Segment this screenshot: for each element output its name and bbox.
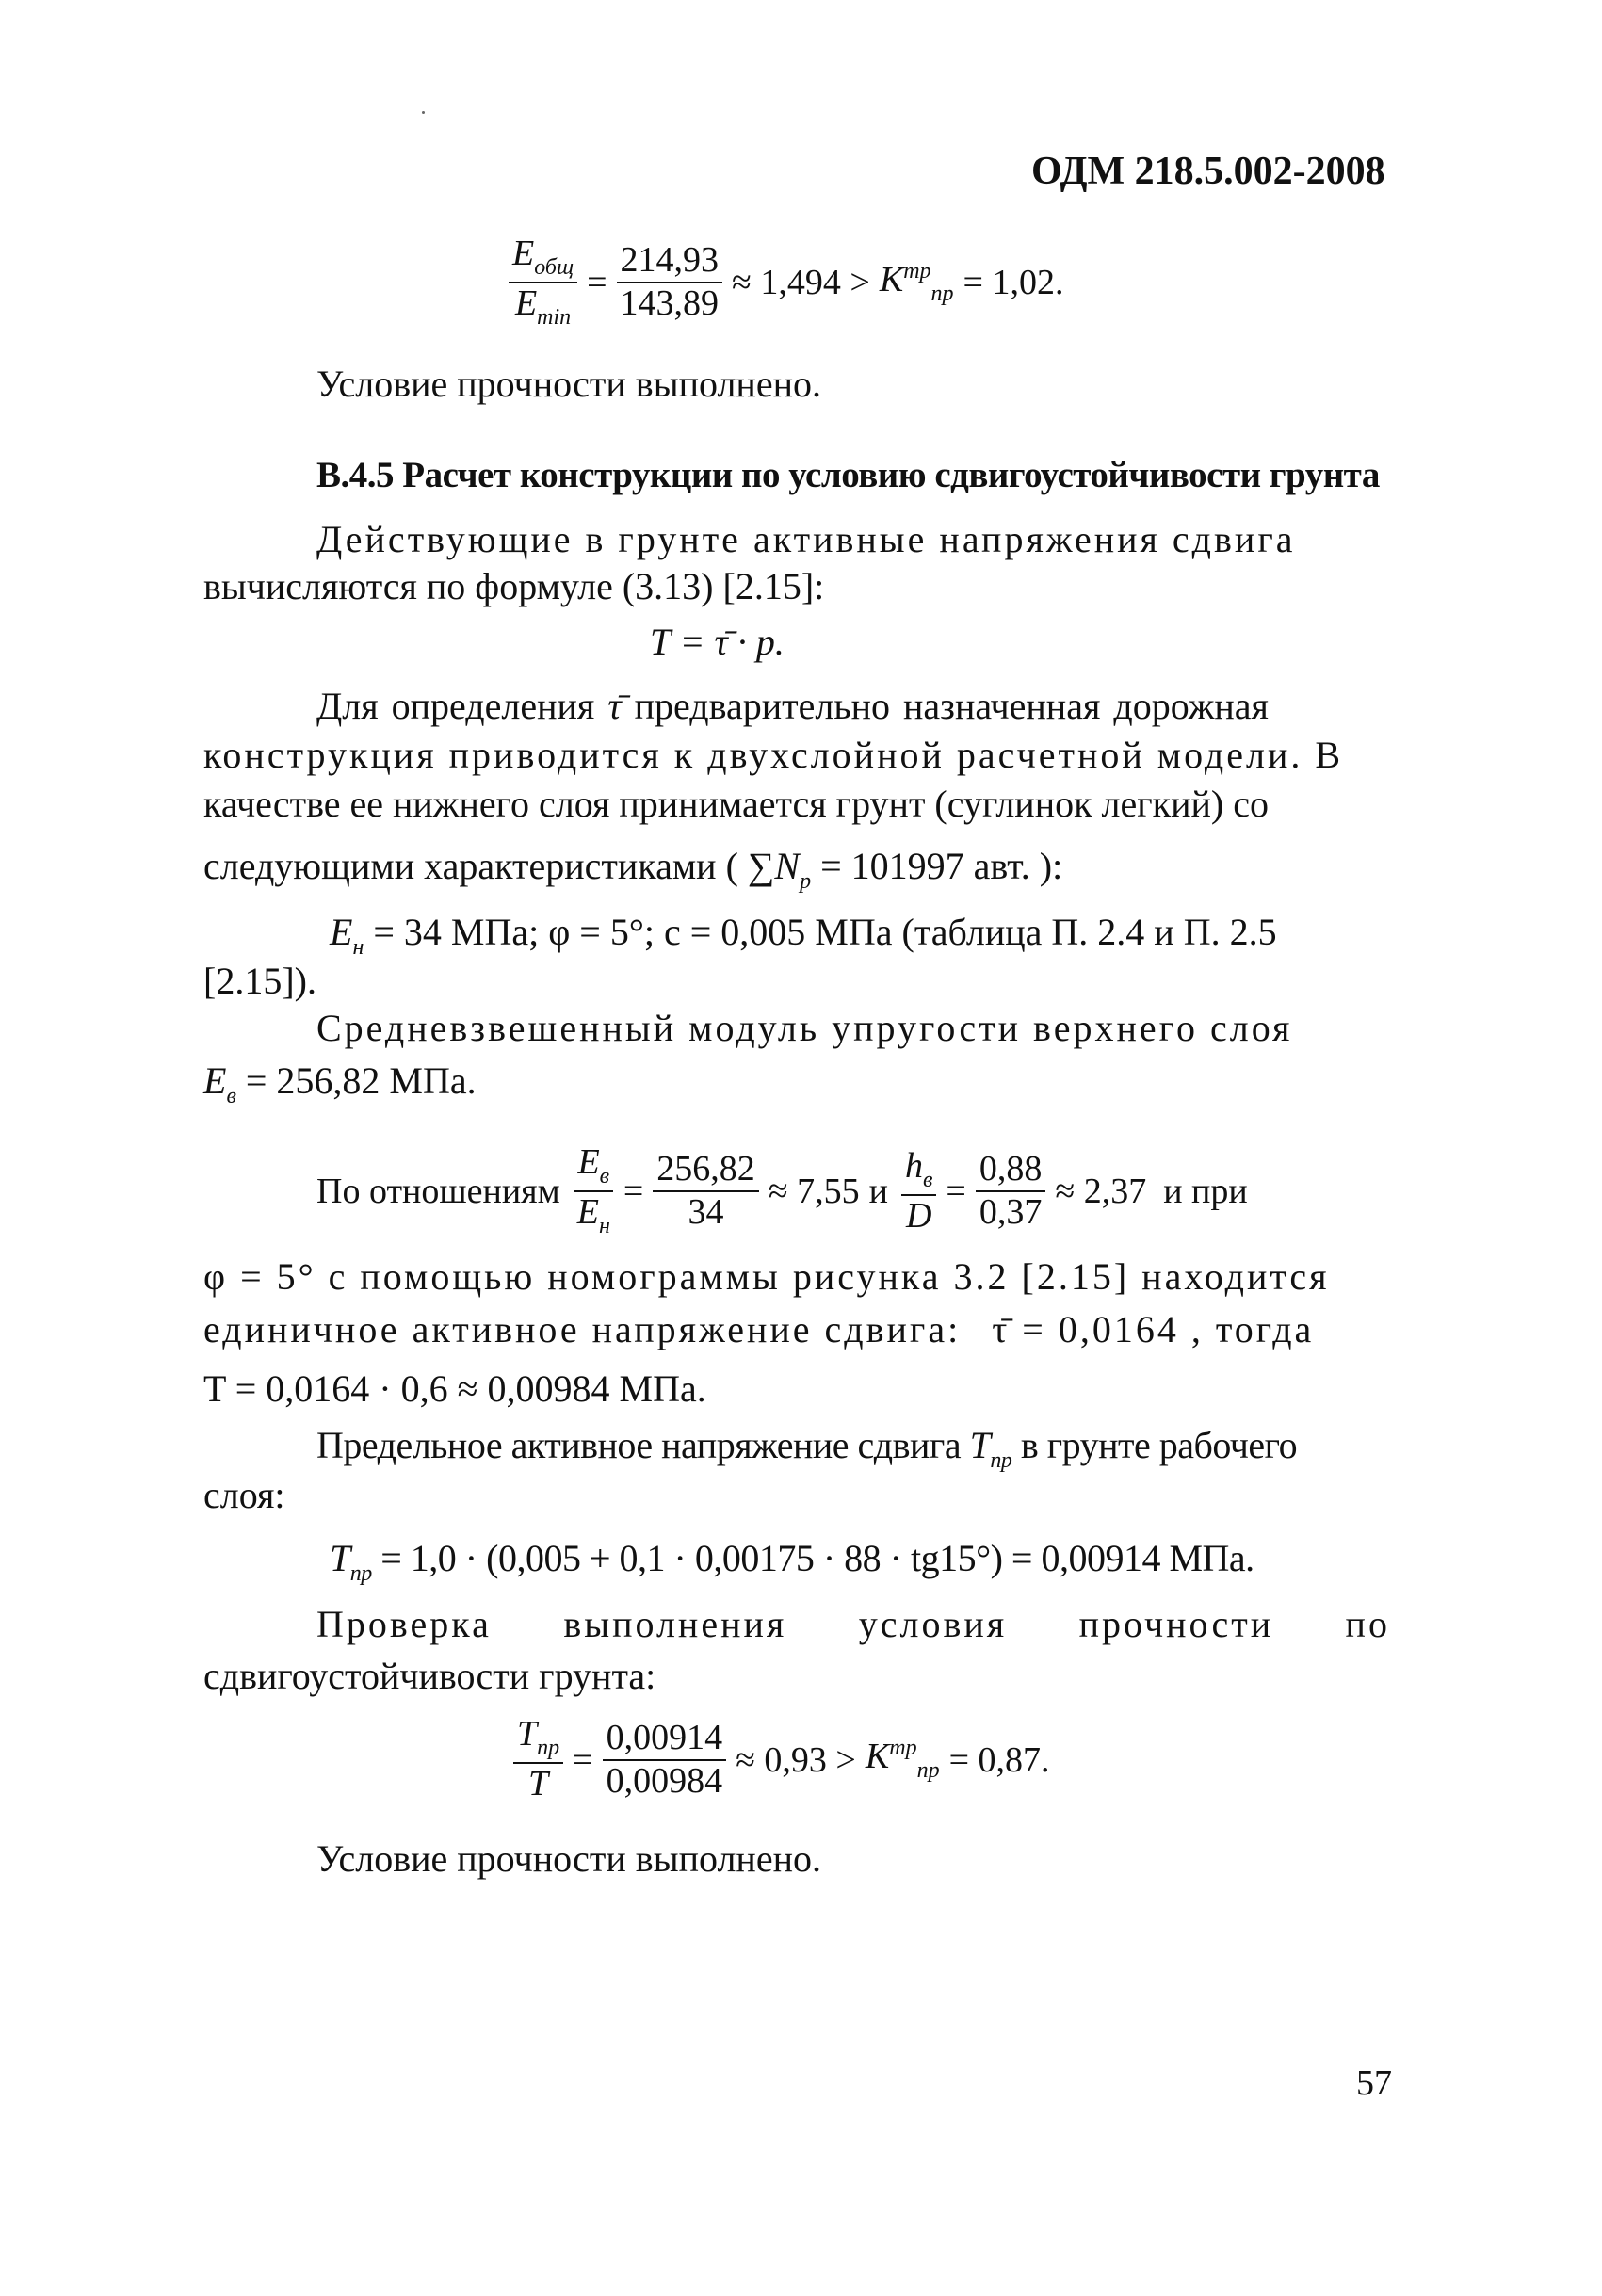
formula-result: ≈ 1,494 > [732, 263, 870, 303]
formula-symbol: E [577, 1142, 600, 1182]
denominator: 34 [688, 1192, 724, 1233]
paragraph-line: [2.15]). [203, 960, 316, 1002]
paragraph-line: сдвигоустойчивости грунта: [203, 1655, 656, 1697]
paragraph-line [316, 1424, 1298, 1473]
paragraph-line [330, 911, 1277, 960]
fraction-values [653, 1151, 759, 1232]
paragraph-line: конструкция приводится к двухслойной расчетной модели. В [203, 734, 1344, 776]
ratios-line [316, 1144, 1248, 1238]
page-number: 57 [1356, 2063, 1392, 2103]
formula-strength-ratio [509, 235, 1073, 330]
paragraph-line [203, 1308, 1315, 1350]
formula-subscript: в [922, 1167, 933, 1192]
text-span: единичное активное напряжение сдвига: [203, 1308, 962, 1350]
paragraph-line [203, 1059, 477, 1108]
paragraph-line: Действующие в грунте активные напряжения сдвига [316, 518, 1296, 560]
equals-sign: = [587, 263, 607, 303]
paragraph-line: качестве ее нижнего слоя принимается грунт (суглинок легкий) со [203, 783, 1269, 825]
paragraph-line [316, 1603, 1390, 1645]
formula-subscript: пр [916, 1758, 940, 1784]
formula-subscript: н [352, 935, 364, 960]
paragraph-line [203, 845, 1063, 894]
formula-symbol: E [330, 911, 353, 953]
condition-satisfied-text: Условие прочности выполнено. [316, 363, 821, 405]
numerator: 256,82 [653, 1151, 759, 1192]
text-span: прочности [1078, 1603, 1274, 1645]
text-span: Для определения [316, 685, 595, 727]
paragraph-line: φ = 5° с помощью номограммы рисунка 3.2 [2.15] находится [203, 1255, 1330, 1298]
formula-symbol: E [512, 234, 535, 273]
paragraph-line: вычисляются по формуле (3.13) [2.15]: [203, 565, 825, 607]
tau-symbol: τ̄ [607, 685, 622, 727]
paragraph-line: слоя: [203, 1474, 285, 1516]
numerator: 0,00914 [603, 1720, 727, 1761]
formula-symbol: T [330, 1537, 350, 1579]
formula-symbol: D [905, 1195, 932, 1236]
formula-symbol: T [528, 1764, 549, 1804]
k-coefficient [880, 259, 954, 307]
formula-symbol: K [879, 259, 904, 299]
denominator: 0,00984 [606, 1760, 723, 1801]
formula-subscript: н [598, 1214, 610, 1239]
fraction-thickness-ratio [901, 1145, 936, 1236]
sum-symbol: ∑N [747, 845, 801, 887]
document-code: ОДМ 218.5.002-2008 [1031, 150, 1385, 193]
formula-shear-stress: T = τ̄ · p. [650, 621, 785, 663]
text-span: по [1345, 1603, 1390, 1645]
fraction-t-ratio [513, 1716, 563, 1803]
scan-speck [422, 111, 425, 114]
formula-superscript: тр [889, 1736, 917, 1761]
formula-subscript: в [226, 1084, 236, 1108]
text-span: условия [858, 1603, 1008, 1645]
text-span: = 1,0 · (0,005 + 0,1 · 0,00175 · 88 · tg15°) = 0,00914 МПа. [380, 1537, 1254, 1579]
text-span: = 101997 авт. ): [820, 845, 1063, 887]
formula-subscript: min [537, 305, 572, 331]
text-span: предварительно назначенная дорожная [634, 685, 1269, 727]
fraction-modulus-ratio [574, 1144, 614, 1238]
equals-sign: = [946, 1172, 966, 1212]
fraction-values [603, 1717, 727, 1801]
text-span: По отношениям [316, 1172, 560, 1212]
formula-result: ≈ 0,93 > [736, 1739, 856, 1780]
section-heading: В.4.5 Расчет конструкции по условию сдвигоустойчивости грунта [316, 455, 1380, 495]
equals-sign: = [573, 1739, 593, 1780]
paragraph-line: T = 0,0164 · 0,6 ≈ 0,00984 МПа. [203, 1367, 706, 1410]
text-span: = 256,82 МПа. [245, 1059, 477, 1102]
condition-satisfied-text: Условие прочности выполнено. [316, 1837, 821, 1880]
text-span: Проверка [316, 1603, 492, 1645]
formula-k-value: = 0,87. [948, 1739, 1050, 1780]
paragraph-line: Средневзвешенный модуль упругости верхнего слоя [316, 1007, 1293, 1049]
fraction-values [976, 1151, 1046, 1232]
text-span: Предельное активное напряжение сдвига [316, 1424, 962, 1466]
formula-symbol: E [514, 283, 538, 324]
fraction-values [617, 242, 723, 323]
numerator: 214,93 [617, 242, 723, 283]
formula-subscript: p [800, 869, 812, 894]
formula-result: ≈ 7,55 [768, 1172, 860, 1212]
equals-sign: = [623, 1172, 644, 1212]
formula-k-value: = 1,02. [963, 263, 1064, 303]
numerator: 0,88 [976, 1151, 1046, 1192]
formula-result: ≈ 2,37 [1055, 1172, 1147, 1212]
formula-symbol: E [203, 1059, 227, 1102]
formula-symbol: T [517, 1714, 538, 1754]
formula-symbol: T [969, 1424, 991, 1466]
text-span: и при [1163, 1172, 1248, 1212]
denominator: 143,89 [620, 283, 720, 324]
formula-subscript: пр [990, 1448, 1012, 1473]
denominator: 0,37 [979, 1192, 1043, 1233]
text-span: τ̄ = 0,0164 , тогда [992, 1308, 1315, 1350]
formula-subscript: пр [930, 281, 954, 306]
formula-ultimate-stress [330, 1537, 1254, 1586]
text-span: и [868, 1172, 888, 1212]
formula-subscript: пр [537, 1736, 560, 1760]
formula-symbol: h [904, 1145, 923, 1186]
fraction-e-ratio [509, 235, 577, 330]
formula-subscript: пр [349, 1561, 372, 1586]
formula-subscript: в [599, 1164, 610, 1188]
formula-shear-check [513, 1716, 1060, 1803]
text-span: = 34 МПа; φ = 5°; с = 0,005 МПа (таблица П. 2.4 и П. 2.5 [373, 911, 1277, 953]
text-span: в грунте рабочего [1020, 1424, 1298, 1466]
text-span: следующими характеристиками ( [203, 845, 738, 887]
formula-superscript: тр [903, 258, 931, 283]
text-span: выполнения [563, 1603, 787, 1645]
paragraph-line [316, 687, 1269, 725]
formula-subscript: общ [534, 255, 574, 280]
k-coefficient [866, 1736, 940, 1784]
formula-symbol: K [865, 1737, 890, 1777]
formula-symbol: E [576, 1192, 599, 1233]
